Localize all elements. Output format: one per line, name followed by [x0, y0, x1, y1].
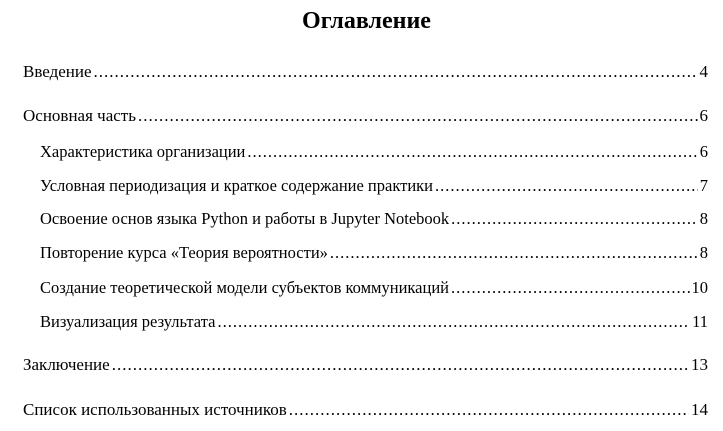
toc-entry-introduction[interactable]	[23, 61, 708, 83]
toc-page-number: 4	[699, 62, 708, 81]
toc-entry-python-jupyter[interactable]	[40, 208, 708, 230]
toc-entry-label: Создание теоретической модели субъектов коммуникаций	[40, 278, 449, 297]
toc-entry-main-part[interactable]	[23, 105, 708, 127]
dot-leader	[435, 175, 698, 197]
toc-entry-label: Введение	[23, 62, 92, 81]
toc-entry-theoretical-model[interactable]	[40, 277, 708, 299]
toc-entry-label: Повторение курса «Теория вероятности»	[40, 243, 328, 262]
toc-entry-label: Заключение	[23, 355, 110, 374]
toc-entry-label: Список использованных источников	[23, 400, 287, 419]
toc-entry-label: Характеристика организации	[40, 142, 246, 161]
dot-leader	[94, 61, 698, 83]
toc-entry-probability-course[interactable]	[40, 242, 708, 264]
document-title: Оглавление	[302, 8, 431, 34]
dot-leader	[138, 105, 698, 127]
dot-leader	[247, 141, 697, 163]
toc-page-number: 6	[699, 106, 708, 125]
toc-entry-references[interactable]	[23, 399, 708, 421]
dot-leader	[451, 277, 690, 299]
dot-leader	[330, 242, 698, 264]
toc-page-number: 7	[699, 176, 708, 195]
toc-page-number: 8	[699, 209, 708, 228]
dot-leader	[289, 399, 689, 421]
dot-leader	[112, 354, 689, 376]
dot-leader	[217, 311, 690, 333]
toc-page-number: 13	[691, 355, 708, 374]
toc-entry-label: Освоение основ языка Python и работы в Jupyter Notebook	[40, 209, 450, 228]
toc-entry-label: Визуализация результата	[40, 312, 216, 331]
toc-entry-visualization[interactable]	[40, 311, 708, 333]
toc-entry-label: Условная периодизация и краткое содержание практики	[40, 176, 434, 195]
toc-entry-label: Основная часть	[23, 106, 136, 125]
toc-entry-conclusion[interactable]	[23, 354, 708, 376]
toc-page-number: 11	[692, 312, 708, 331]
toc-page-number: 6	[699, 142, 708, 161]
toc-page-number: 8	[699, 243, 708, 262]
toc-entry-organization[interactable]	[40, 141, 708, 163]
toc-page-number: 14	[691, 400, 708, 419]
dot-leader	[451, 208, 698, 230]
toc-page-number: 10	[691, 278, 708, 297]
toc-entry-periodization[interactable]	[40, 175, 708, 197]
